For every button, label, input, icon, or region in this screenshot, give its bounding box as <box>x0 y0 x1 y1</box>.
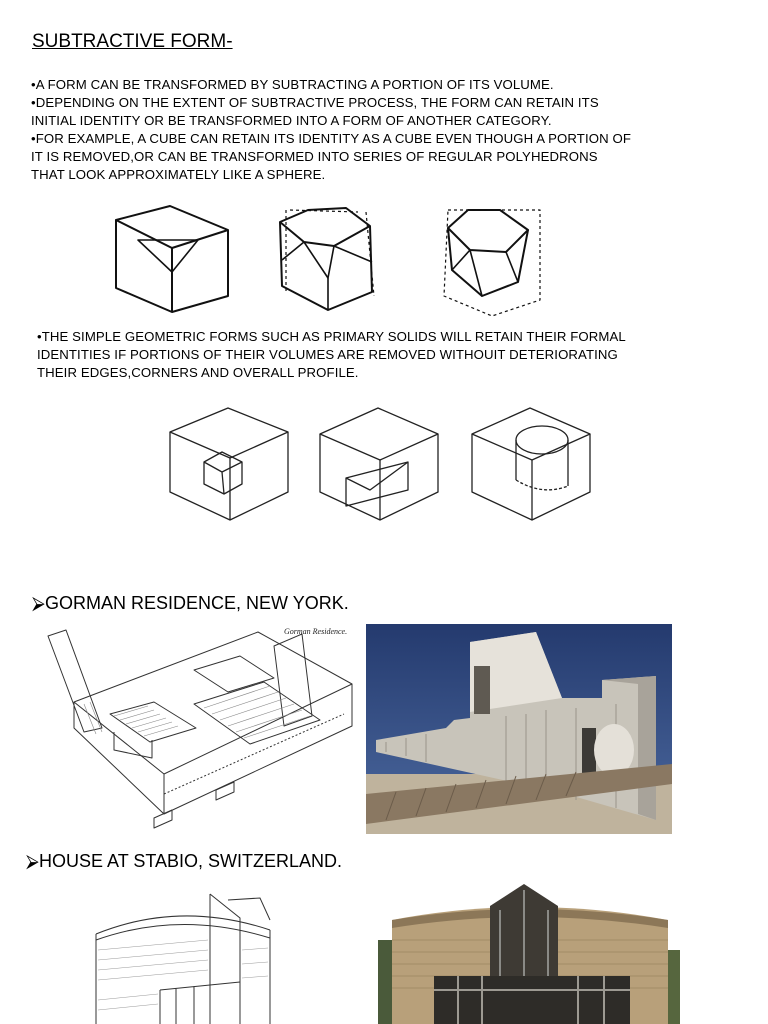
gorman-photo <box>366 624 672 834</box>
gorman-axonometric-drawing <box>44 624 358 834</box>
section-title: HOUSE AT STABIO, SWITZERLAND. <box>39 851 343 871</box>
text-line: •THE SIMPLE GEOMETRIC FORMS SUCH AS PRIMARY SOLIDS WILL RETAIN THEIR FORMAL <box>37 329 626 344</box>
polyhedra-diagram <box>108 200 588 320</box>
text-line: •A FORM CAN BE TRANSFORMED BY SUBTRACTING A PORTION OF ITS VOLUME. <box>31 77 554 92</box>
text-line: •FOR EXAMPLE, A CUBE CAN RETAIN ITS IDENTITY AS A CUBE EVEN THOUGH A PORTION OF <box>31 131 631 146</box>
page-title: SUBTRACTIVE FORM- <box>32 31 233 52</box>
section-title: GORMAN RESIDENCE, NEW YORK. <box>45 593 349 613</box>
section-heading-stabio <box>26 851 342 872</box>
arrow-bullet-icon: ⮚ <box>32 593 45 613</box>
drawing-label: Gorman Residence. <box>284 627 348 636</box>
text-line: THAT LOOK APPROXIMATELY LIKE A SPHERE. <box>31 167 326 182</box>
section-heading-gorman <box>32 593 349 614</box>
text-line: •DEPENDING ON THE EXTENT OF SUBTRACTIVE PROCESS, THE FORM CAN RETAIN ITS <box>31 95 599 110</box>
text-line: INITIAL IDENTITY OR BE TRANSFORMED INTO A FORM OF ANOTHER CATEGORY. <box>31 113 552 128</box>
intro-paragraph <box>31 76 731 184</box>
stabio-sketch <box>90 890 290 1024</box>
primary-solids-paragraph <box>37 328 717 382</box>
text-line: IT IS REMOVED,OR CAN BE TRANSFORMED INTO SERIES OF REGULAR POLYHEDRONS <box>31 149 598 164</box>
subtracted-cubes-diagram <box>160 400 600 525</box>
arrow-bullet-icon: ⮚ <box>26 851 39 871</box>
text-line: IDENTITIES IF PORTIONS OF THEIR VOLUMES ARE REMOVED WITHOUIT DETERIORATING <box>37 347 618 362</box>
stabio-photo <box>378 880 680 1024</box>
text-line: THEIR EDGES,CORNERS AND OVERALL PROFILE. <box>37 365 359 380</box>
